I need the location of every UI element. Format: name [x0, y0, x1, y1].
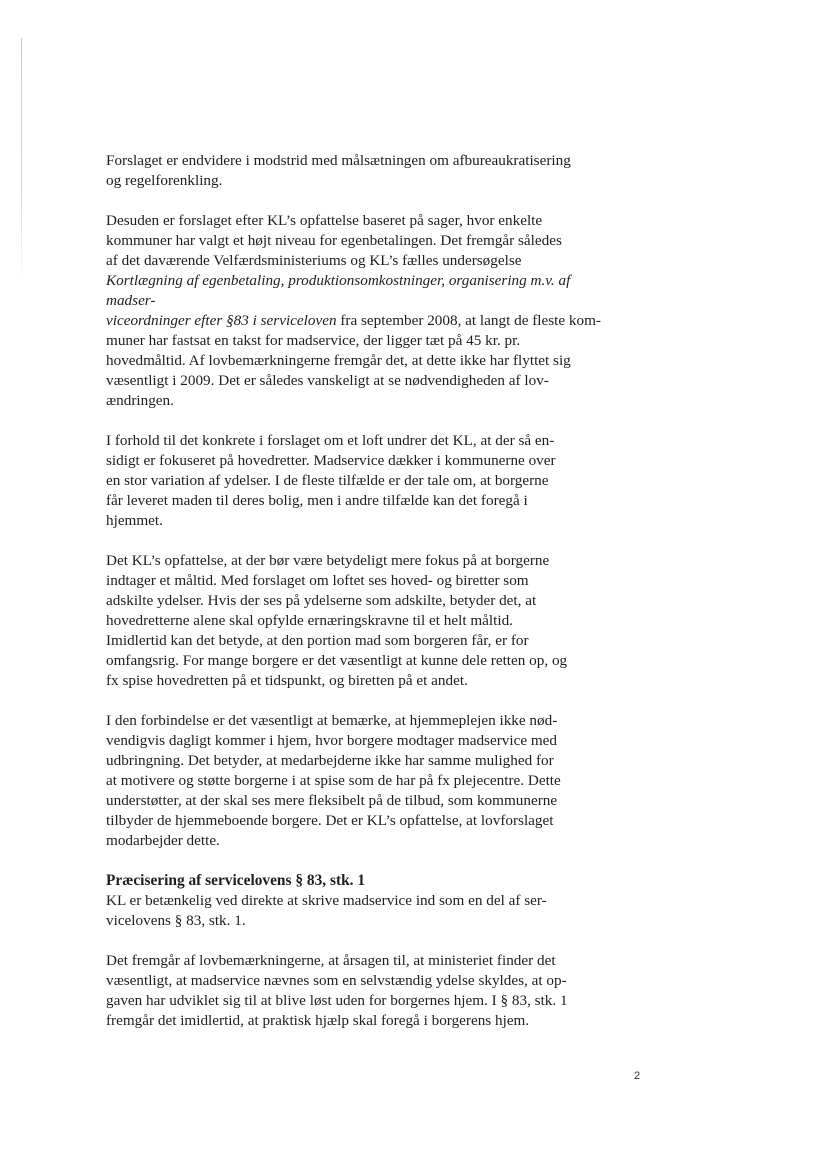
paragraph-2-text-end: fra september 2008, at langt de fleste kom- muner har fastsat en takst for madservice, der ligger tæt på 45 kr. pr. hovedmåltid. Af lovbemærkningerne fremgår det, at dette ikke har flyttet sig væsentligt i 2009. Det er således vanskeligt at se nødvendigheden af lov- ændringen.	[106, 312, 601, 409]
document-body	[106, 151, 606, 1051]
report-title: Kortlægning af egenbetaling, produktionsomkostninger, organisering m.v. af madser- viceordninger efter §83 i serviceloven	[106, 272, 571, 329]
paragraph-1: Forslaget er endvidere i modstrid med målsætningen om afbureaukratisering og regelforenkling.	[106, 152, 571, 189]
paragraph-7: Det fremgår af lovbemærkningerne, at årsagen til, at ministeriet finder det væsentligt, at madservice nævnes som en selvstændig ydelse skyldes, at op- gaven har udviklet sig til at blive løst uden for borgernes hjem. I § 83, stk. 1 fremgår det imidlertid, at praktisk hjælp skal foregå i borgerens hjem.	[106, 952, 568, 1029]
scan-edge-line	[21, 38, 22, 288]
paragraph-6: KL er betænkelig ved direkte at skrive madservice ind som en del af ser- vicelovens § 83, stk. 1.	[106, 892, 547, 929]
paragraph-2	[106, 211, 606, 411]
paragraph-5: I den forbindelse er det væsentligt at bemærke, at hjemmeplejen ikke nød- vendigvis dagligt kommer i hjem, hvor borgere modtager madservice med udbringning. Det betyder, at medarbejderne ikke har samme mulighed for at motivere og støtte borgerne i at spise som de har på fx plejecentre. Dette understøtter, at der skal ses mere fleksibelt på de tilbud, som kommunerne tilbyder de hjemmeboende borgere. Det er KL’s opfattelse, at lovforslaget modarbejder dette.	[106, 712, 561, 849]
paragraph-2-text-start: Desuden er forslaget efter KL’s opfattelse baseret på sager, hvor enkelte kommuner har valgt et højt niveau for egenbetalingen. Det fremgår således af det daværende Velfærdsministeriums og KL’s fælles undersøgelse	[106, 212, 562, 269]
paragraph-3: I forhold til det konkrete i forslaget om et loft undrer det KL, at der så en- sidigt er fokuseret på hovedretter. Madservice dækker i kommunerne over en stor variation af ydelser. I de fleste tilfælde er der tale om, at borgerne får leveret maden til deres bolig, men i andre tilfælde kan det foregå i hjemmet.	[106, 432, 556, 529]
section-heading: Præcisering af servicelovens § 83, stk. 1	[106, 872, 366, 889]
page-number: 2	[634, 1070, 641, 1082]
paragraph-4: Det KL’s opfattelse, at der bør være betydeligt mere fokus på at borgerne indtager et måltid. Med forslaget om loftet ses hoved- og biretter som adskilte ydelser. Hvis der ses på ydelserne som adskilte, betyder det, at hovedretterne alene skal opfylde ernæringskravne til et helt måltid. Imidlertid kan det betyde, at den portion mad som borgeren får, er for omfangsrig. For mange borgere er det væsentligt at kunne dele retten op, og fx spise hovedretten på et tidspunkt, og biretten på et andet.	[106, 552, 568, 689]
